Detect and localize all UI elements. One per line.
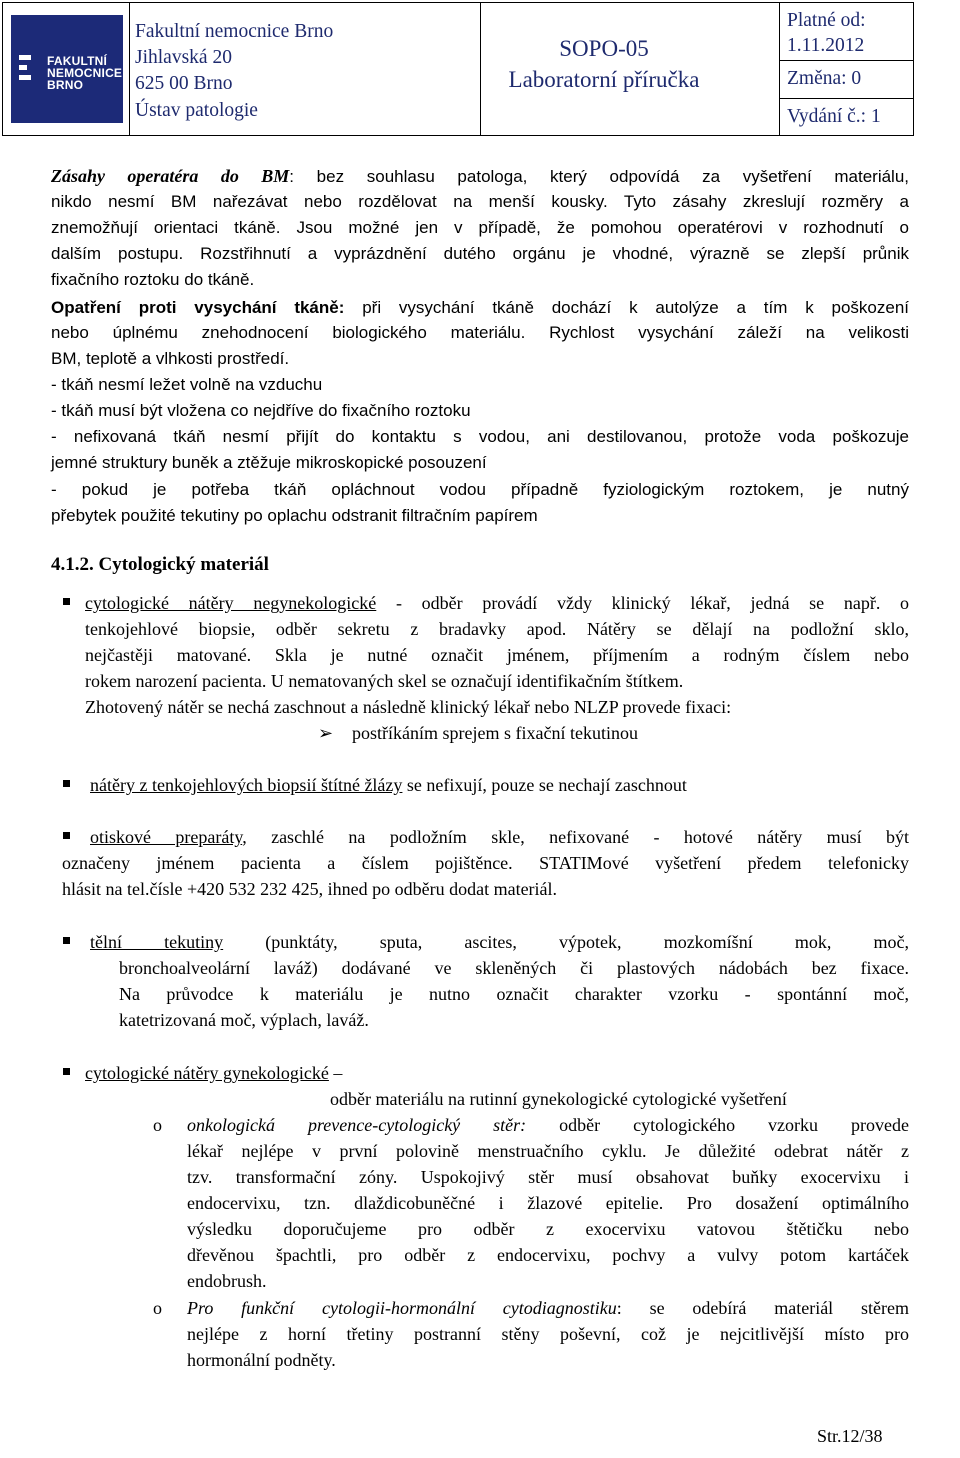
header-divider bbox=[779, 3, 780, 135]
square-bullet-icon bbox=[63, 832, 70, 839]
hospital-logo bbox=[11, 15, 123, 123]
dash-item: - nefixovaná tkáň nesmí přijít do kontaktu s vodou, ani destilovanou, protože voda poškozuje bbox=[51, 427, 909, 446]
bullet-line: rokem narození pacienta. U nematovaných skel se označují identifikačním štítkem. bbox=[85, 671, 684, 691]
arrow-bullet-icon: ➢ bbox=[318, 723, 334, 743]
paragraph-line: znemožňují orientaci tkáně. Jsou možné jen v případě, že pomohou operatérovi v rozhodnutí o bbox=[51, 218, 909, 237]
header-divider bbox=[480, 3, 481, 135]
org-department: Ústav patologie bbox=[135, 100, 258, 121]
circle-bullet-icon: o bbox=[153, 1298, 162, 1318]
bullet-line: nátěry z tenkojehlových biopsií štítné žlázy se nefixují, pouze se nechají zaschnout bbox=[90, 775, 687, 795]
document-header bbox=[2, 2, 914, 136]
bullet-line: tenkojehlové biopsie, odběr sekretu z bradavky apod. Nátěry se dělají na podložní sklo, bbox=[85, 619, 909, 639]
org-name: Fakultní nemocnice Brno bbox=[135, 21, 334, 42]
dash-item: - tkáň musí být vložena co nejdříve do fixačního roztoku bbox=[51, 401, 471, 420]
bullet-line: cytologické nátěry gynekologické – bbox=[85, 1063, 343, 1083]
circle-bullet-icon: o bbox=[153, 1115, 162, 1135]
sub-item-line: onkologická prevence-cytologický stěr: odběr cytologického vzorku provede bbox=[187, 1115, 909, 1135]
bullet-line: hlásit na tel.čísle +420 532 232 425, ihned po odběru dodat materiál. bbox=[62, 879, 558, 899]
bullet-line: otiskové preparáty, zaschlé na podložním skle, nefixované - hotové nátěry musí být bbox=[90, 827, 909, 847]
change-number: Změna: 0 bbox=[787, 68, 862, 89]
square-bullet-icon bbox=[63, 1068, 70, 1075]
paragraph-line: nebo úplnému znehodnocení biologického materiálu. Rychlost vysychání záleží na velikosti bbox=[51, 323, 909, 342]
issue-number: Vydání č.: 1 bbox=[787, 106, 881, 127]
logo-text: NEMOCNICE bbox=[47, 66, 123, 80]
dash-item: přebytek použité tekutiny po oplachu odstranit filtračním papírem bbox=[51, 506, 538, 525]
valid-from-label: Platné od: bbox=[787, 10, 866, 31]
paragraph-line: BM, teplotě a vlhkosti prostředí. bbox=[51, 349, 290, 368]
square-bullet-icon bbox=[63, 780, 70, 787]
sub-item-line: endobrush. bbox=[187, 1271, 267, 1291]
valid-from-date: 1.11.2012 bbox=[787, 35, 865, 56]
header-divider bbox=[779, 60, 913, 61]
header-divider bbox=[779, 98, 913, 99]
logo-text: BRNO bbox=[47, 78, 84, 92]
bullet-line: označeny jménem pacienta a číslem pojištěnce. STATIMové vyšetření předem telefonicky bbox=[62, 853, 909, 873]
square-bullet-icon bbox=[63, 937, 70, 944]
sub-item-line: výsledku doporučujeme pro odběr z exocervixu vatovou štětičku nebo bbox=[187, 1219, 909, 1239]
logo-text: FAKULTNÍ bbox=[47, 54, 108, 68]
sub-bullet-line: postříkáním sprejem s fixační tekutinou bbox=[352, 723, 638, 743]
bullet-line: Zhotovený nátěr se nechá zaschnout a následně klinický lékař nebo NLZP provede fixaci: bbox=[85, 697, 732, 717]
bullet-line: bronchoalveolární laváž) dodávané ve skleněných či plastových nádobách bez fixace. bbox=[119, 958, 909, 978]
dash-item: - pokud je potřeba tkáň opláchnout vodou případně fyziologickým roztokem, je nutný bbox=[51, 480, 909, 499]
bullet-line: katetrizovaná moč, výplach, laváž. bbox=[119, 1010, 369, 1030]
sub-item-line: lékař nejlépe v první polovině menstruačního cyklu. Je důležité odebrat nátěr z bbox=[187, 1141, 909, 1161]
dash-item: - tkáň nesmí ležet volně na vzduchu bbox=[51, 375, 323, 394]
org-street: Jihlavská 20 bbox=[135, 47, 232, 68]
bullet-line: nejčastěji matované. Skla je nutné označit jménem, příjmením a rodným číslem nebo bbox=[85, 645, 909, 665]
paragraph-line: nikdo nesmí BM nařezávat nebo rozdělovat na menší kousky. Tyto zásahy zkreslují rozměry a bbox=[51, 192, 909, 211]
bullet-line: Na průvodce k materiálu je nutno označit charakter vzorku - spontánní moč, bbox=[119, 984, 909, 1004]
document-title: Laboratorní příručka bbox=[508, 67, 700, 92]
dash-item: jemné struktury buněk a ztěžuje mikroskopické posouzení bbox=[51, 453, 487, 472]
section-heading: 4.1.2. Cytologický materiál bbox=[51, 554, 269, 575]
bullet-line: tělní tekutiny (punktáty, sputa, ascites, výpotek, mozkomíšní mok, moč, bbox=[90, 932, 909, 952]
square-bullet-icon bbox=[63, 598, 70, 605]
sub-item-line: tzv. transformační zóny. Uspokojivý stěr musí obsahovat buňky exocervixu i bbox=[187, 1167, 909, 1187]
org-city: 625 00 Brno bbox=[135, 73, 233, 94]
sub-item-line: nejlépe z horní třetiny postranní stěny poševní, což je nejcitlivější místo pro bbox=[187, 1324, 909, 1344]
sub-item-line: dřevěnou špachtli, pro odběr z endocervixu, pochvy a vulvy potom kartáček bbox=[187, 1245, 909, 1265]
header-divider bbox=[129, 3, 130, 135]
paragraph-line: Opatření proti vysychání tkáně: při vysychání tkáně dochází k autolýze a tím k poškození bbox=[51, 298, 909, 317]
paragraph-line: dalším postupu. Rozstřihnutí a vyprázdnění dutého orgánu je vhodné, výrazně se zlepší průnik bbox=[51, 244, 909, 263]
document-code: SOPO-05 bbox=[559, 36, 649, 61]
page-number: Str.12/38 bbox=[817, 1426, 883, 1446]
sub-item-line: hormonální podněty. bbox=[187, 1350, 336, 1370]
paragraph-line: Zásahy operatéra do BM: bez souhlasu patologa, který odpovídá za vyšetření materiálu, bbox=[51, 166, 910, 186]
sub-item-line: endocervixu, tzn. dlaždicobuněčné i žlazové epitelie. Pro dosažení optimálního bbox=[187, 1193, 909, 1213]
bullet-line: cytologické nátěry negynekologické - odběr provádí vždy klinický lékař, jedná se např. o bbox=[85, 593, 910, 613]
sub-item-line: Pro funkční cytologii-hormonální cytodiagnostiku: se odebírá materiál stěrem bbox=[187, 1298, 909, 1318]
paragraph-line: fixačního roztoku do tkáně. bbox=[51, 270, 255, 289]
bullet-line: odběr materiálu na rutinní gynekologické cytologické vyšetření bbox=[330, 1089, 787, 1109]
